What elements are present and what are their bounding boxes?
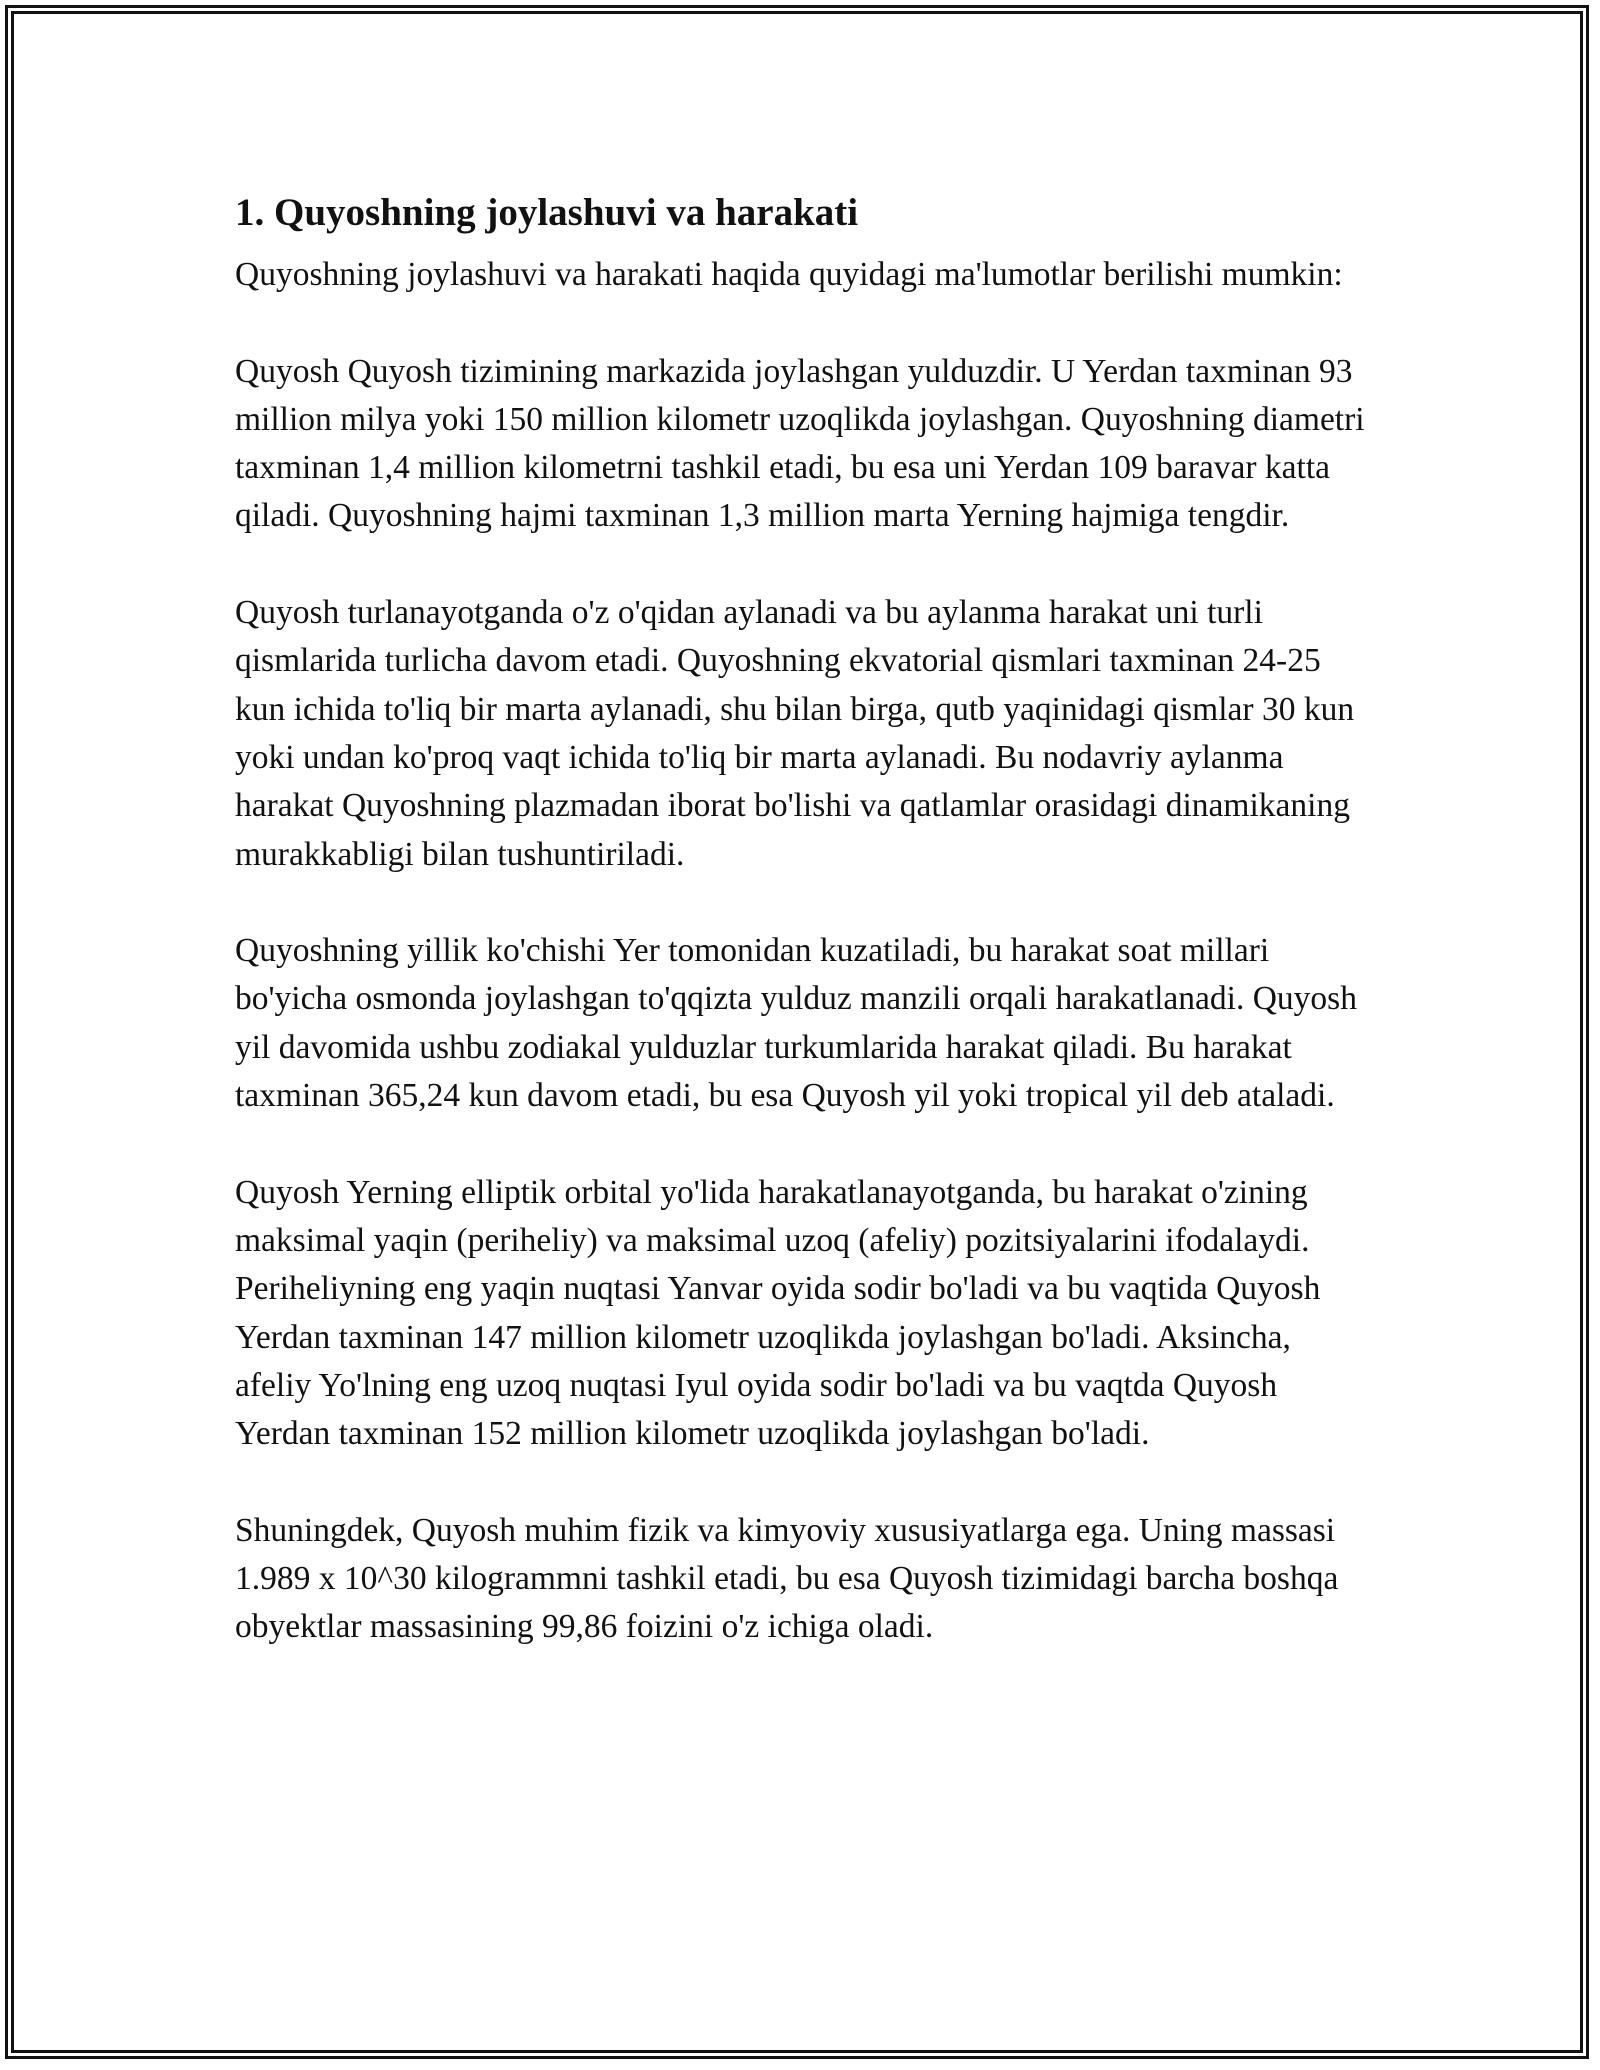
- paragraph-properties: Shuningdek, Quyosh muhim fizik va kimyoviy xususiyatlarga ega. Uning massasi 1.989 x 10^30 kilogrammni tashkil etadi, bu esa Quyosh tizimidagi barcha boshqa obyektlar massasining 99,86 foizini o'z ichiga oladi.: [235, 1511, 1339, 1646]
- document-body: [235, 183, 1375, 1700]
- paragraph-orbit: Quyosh Yerning elliptik orbital yo'lida harakatlanayotganda, bu harakat o'zining maksimal yaqin (periheliy) va maksimal uzoq (afeliy) pozitsiyalarini ifodalaydi. Periheliyning eng yaqin nuqtasi Yanvar oyida sodir bo'ladi va bu vaqtida Quyosh Yerdan taxminan 147 million kilometr uzoqlikda joylashgan bo'ladi. Aksincha, afeliy Yo'lning eng uzoq nuqtasi Iyul oyida sodir bo'ladi va bu vaqtda Quyosh Yerdan taxminan 152 million kilometr uzoqlikda joylashgan bo'ladi.: [235, 1173, 1321, 1453]
- section-heading: 1. Quyoshning joylashuvi va harakati: [235, 191, 859, 234]
- paragraph-annual-motion: Quyoshning yillik ko'chishi Yer tomonidan kuzatiladi, bu harakat soat millari bo'yicha osmonda joylashgan to'qqizta yulduz manzili orqali harakatlanadi. Quyosh yil davomida ushbu zodiakal yulduzlar turkumlarida harakat qiladi. Bu harakat taxminan 365,24 kun davom etadi, bu esa Quyosh yil yoki tropical yil deb ataladi.: [235, 932, 1357, 1115]
- paragraph-location: Quyosh Quyosh tizimining markazida joylashgan yulduzdir. U Yerdan taxminan 93 million milya yoki 150 million kilometr uzoqlikda joylashgan. Quyoshning diametri taxminan 1,4 million kilometrni tashkil etadi, bu esa uni Yerdan 109 baravar katta qiladi. Quyoshning hajmi taxminan 1,3 million marta Yerning hajmiga tengdir.: [235, 352, 1365, 535]
- paragraph-rotation: Quyosh turlanayotganda o'z o'qidan aylanadi va bu aylanma harakat uni turli qismlarida turlicha davom etadi. Quyoshning ekvatorial qismlari taxminan 24-25 kun ichida to'liq bir marta aylanadi, shu bilan birga, qutb yaqinidagi qismlar 30 kun yoki undan ko'proq vaqt ichida to'liq bir marta aylanadi. Bu nodavriy aylanma harakat Quyoshning plazmadan iborat bo'lishi va qatlamlar orasidagi dinamikaning murakkabligi bilan tushuntiriladi.: [235, 594, 1355, 873]
- paragraph-intro: Quyoshning joylashuvi va harakati haqida quyidagi ma'lumotlar berilishi mumkin:: [235, 256, 1343, 293]
